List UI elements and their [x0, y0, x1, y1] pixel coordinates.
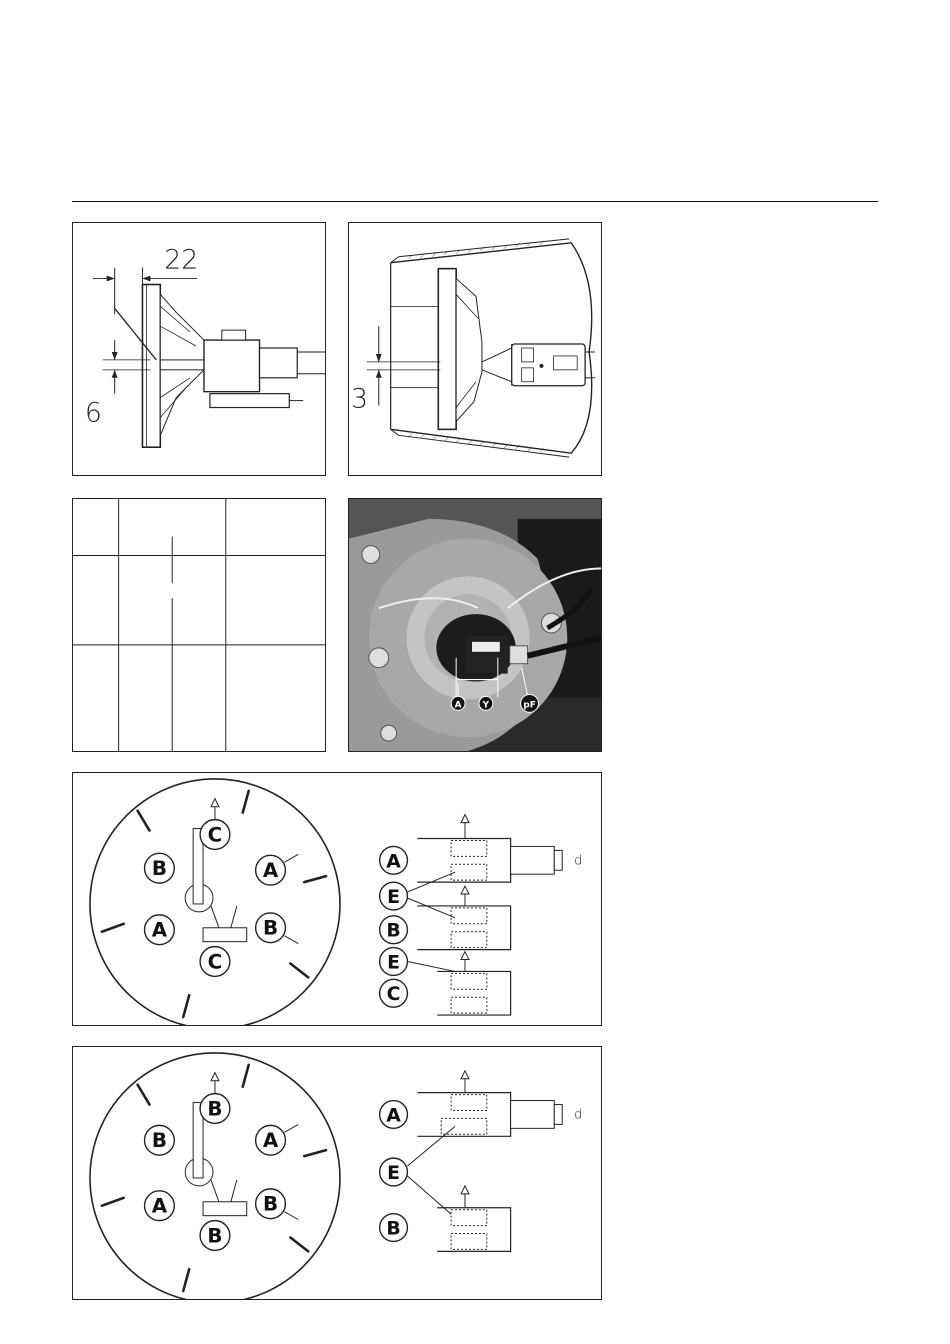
disc2-slot-bottom [200, 1221, 230, 1251]
dimension-3-label: 3 [350, 383, 369, 415]
e-callout-1 [380, 872, 455, 918]
svg-text:B: B [151, 857, 167, 881]
svg-text:E: E [387, 1162, 400, 1184]
disc-slot-left-upper [145, 853, 175, 883]
svg-text:C: C [386, 984, 401, 1006]
svg-text:B: B [386, 1218, 401, 1240]
side2-view-row-b [380, 1186, 511, 1251]
disc-slot-bottom [200, 947, 230, 977]
blast-tube-diagram [349, 223, 601, 475]
dimension-22-label: 22 [164, 244, 199, 276]
svg-text:B: B [262, 1192, 279, 1216]
figure-disc-abc [72, 772, 602, 1026]
disc-abc-diagram [73, 773, 601, 1025]
figure-blast-tube [348, 222, 602, 476]
d-label-a: d [574, 853, 583, 869]
disc2-slot-left-upper [145, 1125, 175, 1155]
table-grid [73, 499, 325, 751]
figure-disc-ab [72, 1046, 602, 1300]
disc-slot-left-lower [145, 915, 175, 945]
svg-text:A: A [262, 859, 279, 883]
side-view-row-a [380, 815, 583, 882]
svg-text:C: C [207, 950, 223, 974]
svg-text:B: B [262, 916, 279, 940]
callout-pf-label: pF [523, 700, 536, 711]
empty-table [72, 498, 326, 752]
svg-text:B: B [207, 1097, 223, 1121]
svg-text:A: A [151, 1194, 168, 1218]
svg-text:A: A [386, 1105, 401, 1127]
callout-y-label: Y [482, 700, 490, 711]
svg-text:A: A [386, 851, 401, 873]
side2-view-row-a [380, 1071, 583, 1136]
svg-text:C: C [207, 823, 223, 847]
svg-text:E: E [387, 952, 400, 974]
header-rule [72, 201, 878, 202]
disc2-slot-left-lower [145, 1191, 175, 1221]
d-label-a2: d [574, 1107, 583, 1123]
e2-callout [380, 1126, 455, 1217]
figure-electrode-distance [72, 222, 326, 476]
dimension-6-label: 6 [84, 397, 102, 429]
svg-text:B: B [151, 1129, 167, 1153]
photo-illustration [349, 499, 601, 751]
burner-head-photo [348, 498, 602, 752]
svg-text:B: B [207, 1224, 223, 1248]
disc-ab-diagram [73, 1047, 601, 1299]
svg-text:B: B [386, 920, 401, 942]
svg-text:A: A [151, 918, 168, 942]
electrode-diagram [73, 223, 325, 475]
callout-a-label: A [454, 700, 462, 711]
svg-text:A: A [262, 1129, 279, 1153]
svg-text:E: E [387, 886, 400, 908]
